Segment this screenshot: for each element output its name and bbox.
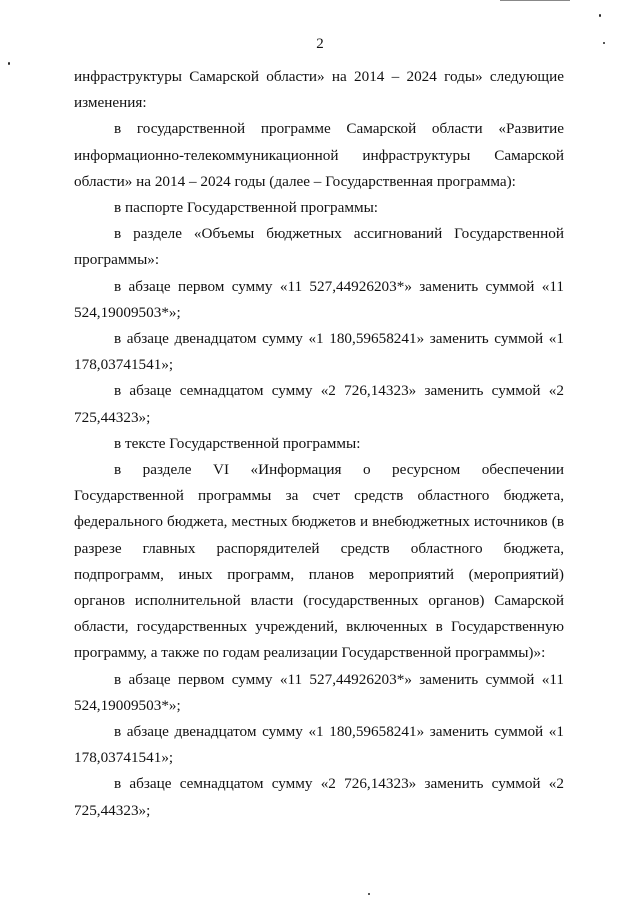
scan-speck: [368, 893, 370, 895]
paragraph-program: в государственной программе Самарской области «Развитие информационно-телекоммуникационной инфраструктуры Самарской области» на 2014 – 2024 годы (далее – Государственная программа):: [74, 120, 564, 190]
paragraph-section-vi: в разделе VI «Информация о ресурсном обеспечении Государственной программы за счет средств областного бюджета, федерального бюджета, местных бюджетов и внебюджетных источников (в разрезе главных распорядителей средств областного бюджета, подпрограмм, иных программ, планов мероприятий (мероприятий) органов исполнительной власти (государственных органов) Самарской области, государственных учреждений, включенных в Государственную программу, а также по годам реализации Государственной программы)»:: [74, 461, 564, 662]
paragraph-program-text: в тексте Государственной программы:: [114, 434, 361, 452]
scan-speck: [599, 14, 601, 17]
paragraph-passport: в паспорте Государственной программы:: [114, 199, 379, 217]
paragraph-intro: инфраструктуры Самарской области» на 2014 – 2024 годы» следующие изменения:: [74, 68, 564, 112]
paragraph-section-volumes: в разделе «Объемы бюджетных ассигнований Государственной программы»:: [74, 225, 564, 269]
paragraph-amendment: в абзаце двенадцатом сумму «1 180,59658241» заменить суммой «1 178,03741541»;: [74, 330, 564, 374]
paragraph-amendment: в абзаце семнадцатом сумму «2 726,14323» заменить суммой «2 725,44323»;: [74, 775, 564, 819]
paragraph-amendment: в абзаце семнадцатом сумму «2 726,14323» заменить суммой «2 725,44323»;: [74, 382, 564, 426]
paragraph-amendment: в абзаце первом сумму «11 527,44926203*» заменить суммой «11 524,19009503*»;: [74, 670, 564, 714]
paragraph-amendment: в абзаце первом сумму «11 527,44926203*» заменить суммой «11 524,19009503*»;: [74, 277, 564, 321]
scan-edge-line: [500, 0, 570, 1]
page-number: 2: [316, 36, 324, 52]
scan-speck: [8, 62, 10, 65]
document-body: [74, 64, 564, 824]
paragraph-amendment: в абзаце двенадцатом сумму «1 180,59658241» заменить суммой «1 178,03741541»;: [74, 723, 564, 767]
